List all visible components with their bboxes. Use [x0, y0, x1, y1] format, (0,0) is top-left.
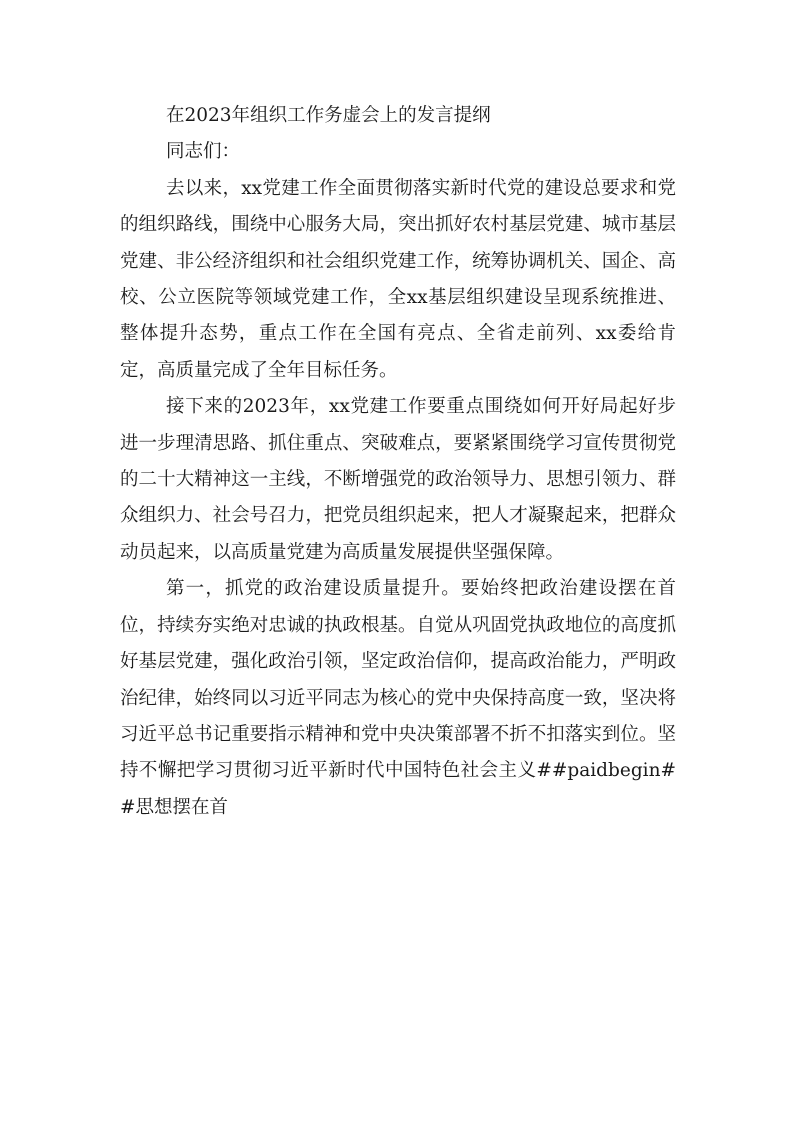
document-title: 在2023年组织工作务虚会上的发言提纲: [166, 105, 491, 126]
document-body: [120, 98, 676, 826]
salutation: 同志们：: [166, 141, 241, 163]
paragraph-summary: 去以来，xx党建工作全面贯彻落实新时代党的建设总要求和党的组织路线，围绕中心服务大局，突出抓好农村基层党建、城市基层党建、非公经济组织和社会组织党建工作，统筹协调机关、国企、高校、公立医院等领域党建工作，全xx基层组织建设呈现系统推进、整体提升态势，重点工作在全国有亮点、全省走前列、xx委给肯定，高质量完成了全年目标任务。: [120, 177, 676, 381]
paragraph-plan: 接下来的2023年，xx党建工作要重点围绕如何开好局起好步进一步理清思路、抓住重点、突破难点，要紧紧围绕学习宣传贯彻党的二十大精神这一主线，不断增强党的政治领导力、思想引领力、群众组织力、社会号召力，把党员组织起来，把人才凝聚起来，把群众动员起来，以高质量党建为高质量发展提供坚强保障。: [120, 396, 676, 563]
paragraph-political-building: 第一，抓党的政治建设质量提升。要始终把政治建设摆在首位，持续夯实绝对忠诚的执政根基。自觉从巩固党执政地位的高度抓好基层党建，强化政治引领，坚定政治信仰，提高政治能力，严明政治纪律，始终同以习近平同志为核心的党中央保持高度一致，坚决将习近平总书记重要指示精神和党中央决策部署不折不扣落实到位。坚持不懈把学习贯彻习近平新时代中国特色社会主义##paidbegin##思想摆在首: [120, 578, 676, 818]
